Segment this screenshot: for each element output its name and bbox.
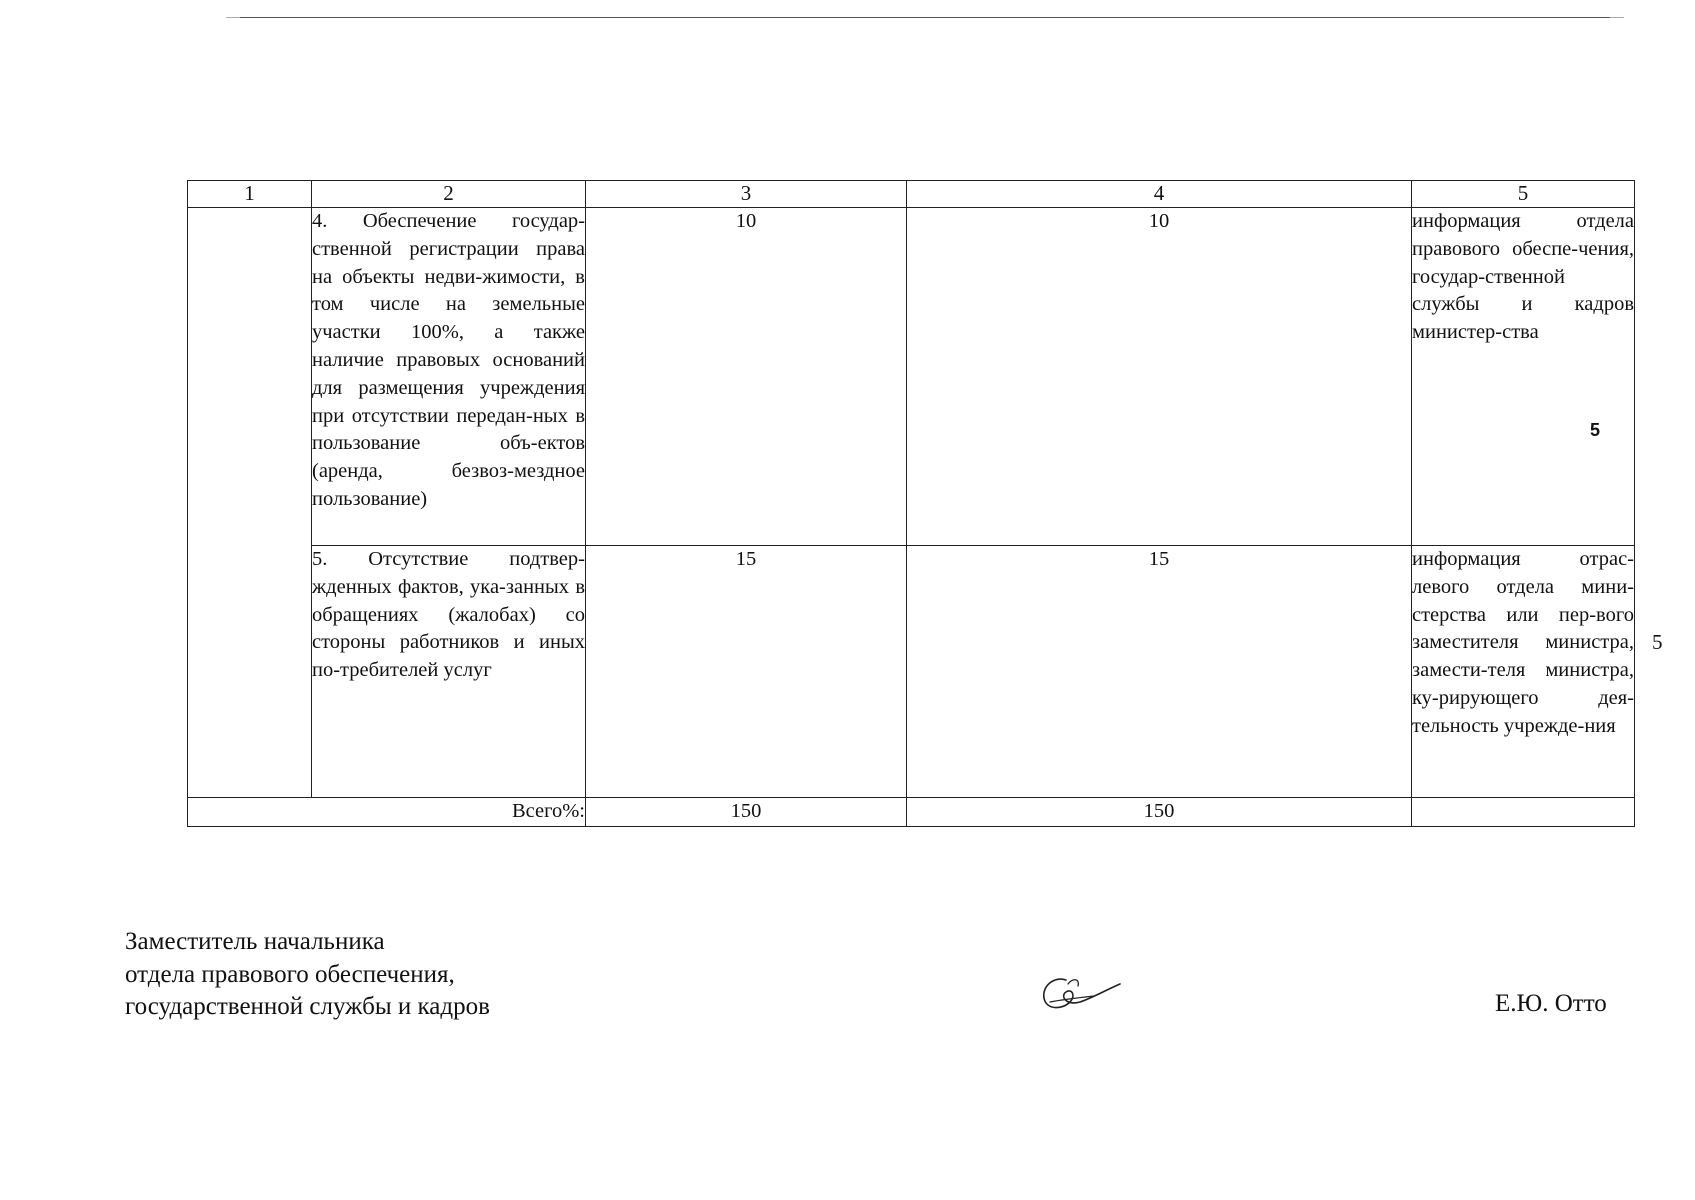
criterion-text: 4. Обеспечение государ-ственной регистрации права на объекты недви-жимости, в том числе на земельные участки 100%, а также наличие правовых оснований для размещения учреждения при отсутствии передан-ных в пользование объ-ектов (аренда, безвоз-мездное пользование) bbox=[312, 208, 586, 546]
table-row bbox=[188, 546, 1635, 798]
header-cell-4: 4 bbox=[907, 181, 1412, 208]
value-col3: 10 bbox=[586, 208, 907, 546]
total-row bbox=[188, 798, 1635, 827]
position-line: государственной службы и кадров bbox=[125, 993, 490, 1020]
total-col5 bbox=[1412, 798, 1635, 827]
signatory-name: Е.Ю. Отто bbox=[1495, 990, 1607, 1017]
position-line: отдела правового обеспечения, bbox=[125, 960, 455, 988]
header-cell-5: 5 bbox=[1412, 181, 1635, 208]
overlay-number: 5 bbox=[1590, 420, 1601, 440]
total-label: Всего%: bbox=[188, 798, 586, 827]
position-line: Заместитель начальника bbox=[125, 928, 385, 955]
top-rule bbox=[240, 17, 1610, 18]
header-cell-1: 1 bbox=[188, 181, 312, 208]
criterion-text: 5. Отсутствие подтвер-жденных фактов, ука-занных в обращениях (жалобах) со стороны работников и иных по-требителей услуг bbox=[312, 546, 586, 798]
value-col4: 15 bbox=[907, 546, 1412, 798]
header-cell-2: 2 bbox=[312, 181, 586, 208]
source-text: информация отрас-левого отдела мини-стерства или пер-вого заместителя министра, замести-теля министра, ку-рирующего дея-тельность учрежде-ния bbox=[1412, 546, 1635, 798]
value-col3: 15 bbox=[586, 546, 907, 798]
value-col4: 10 bbox=[907, 208, 1412, 546]
signatory-position bbox=[125, 926, 490, 1024]
total-col4: 150 bbox=[907, 798, 1412, 827]
table-header-row bbox=[188, 181, 1635, 208]
table-cell-empty bbox=[188, 208, 312, 798]
header-cell-3: 3 bbox=[586, 181, 907, 208]
table-row bbox=[188, 208, 1635, 546]
handwritten-signature bbox=[1036, 962, 1122, 1022]
margin-number: 5 bbox=[1652, 630, 1663, 654]
criteria-table bbox=[187, 180, 1635, 827]
total-col3: 150 bbox=[586, 798, 907, 827]
source-text: информация отдела правового обеспе-чения, государ-ственной службы и кадров министер-ства bbox=[1412, 208, 1635, 546]
